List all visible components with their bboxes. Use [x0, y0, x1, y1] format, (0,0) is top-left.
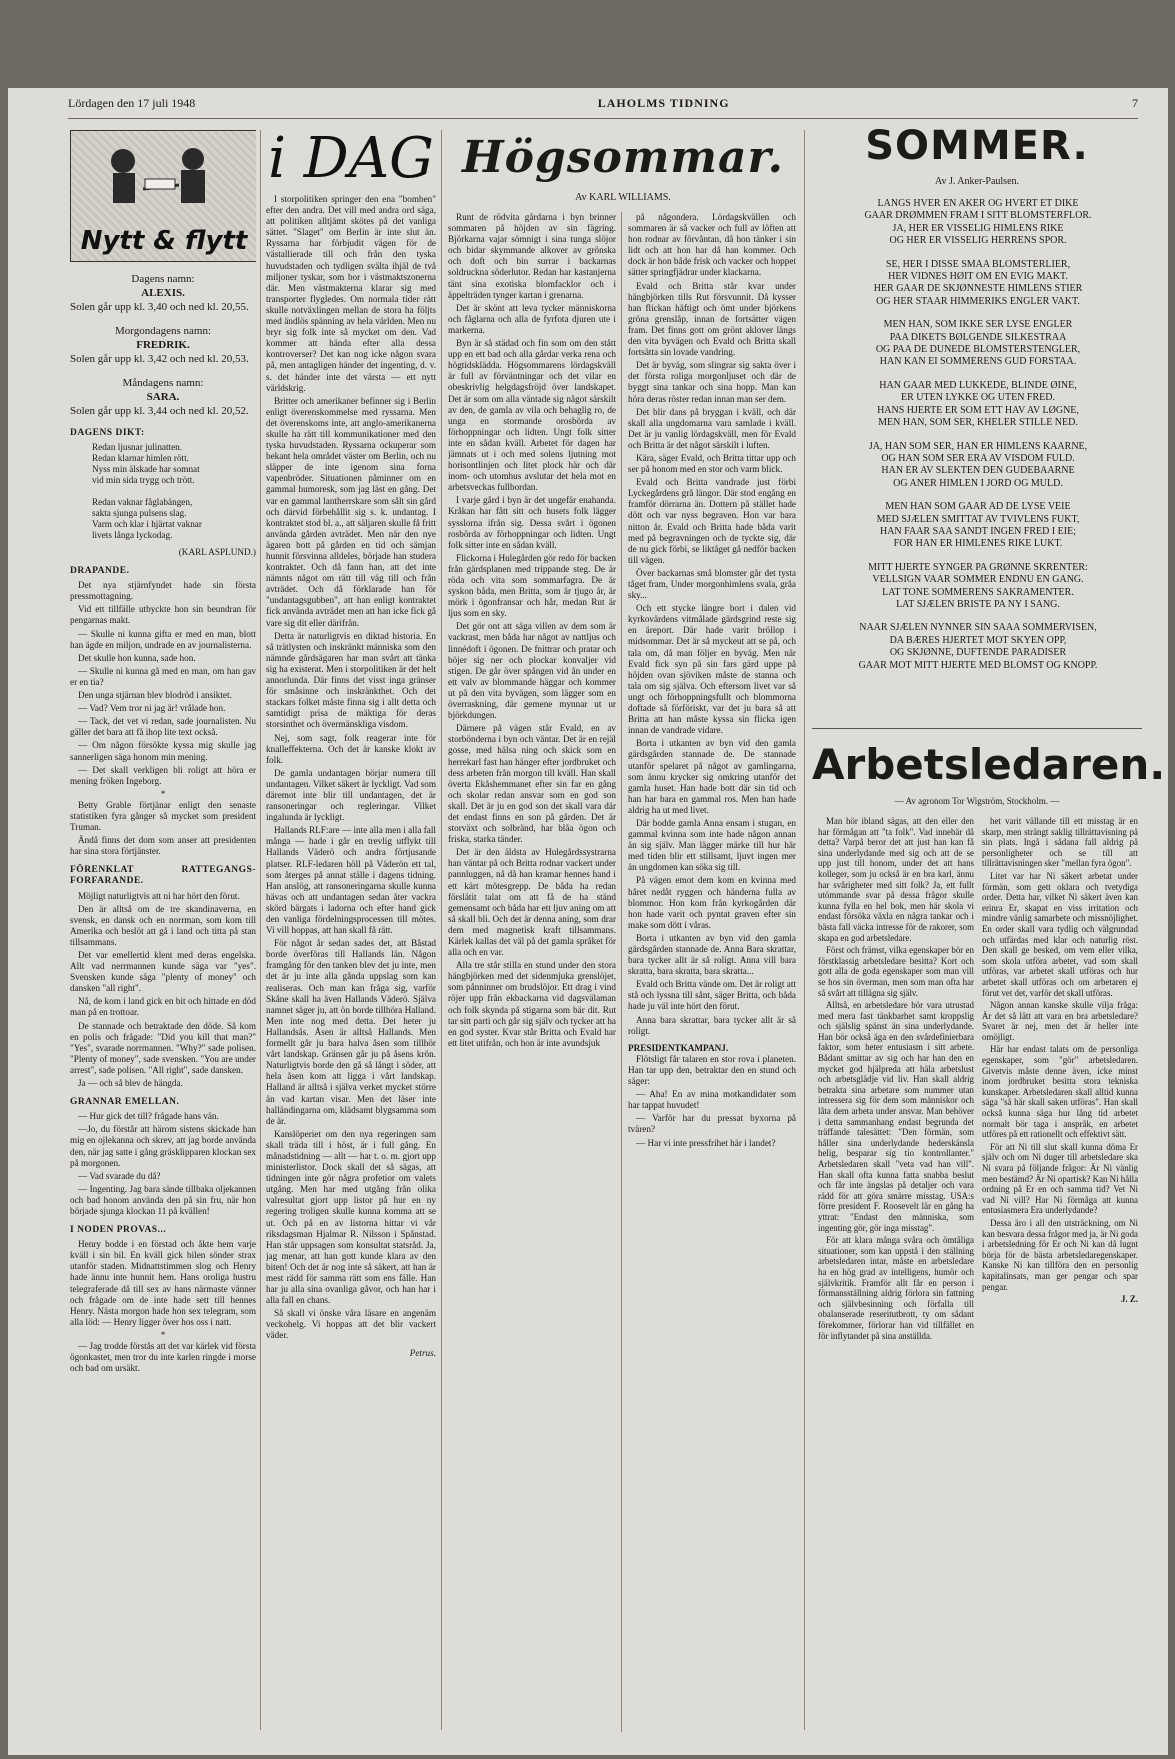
- poem-line: OG ANER HIMLEN I JORD OG MULD.: [893, 477, 1063, 489]
- poem-line: MEN HAN SOM GAAR AD DE LYSE VEIE: [885, 501, 1071, 513]
- paragraph: På vägen emot dem kom en kvinna med håret nedåt ryggen och händerna fulla av blommor. Hon kom från kyrkogården där hon hade varit och pyntat graven efter sin make som dött i våras.: [628, 875, 796, 930]
- paragraph: För att Ni till slut skall kunna döma Er själv och om Ni duger till arbetsledare ska Ni svara på följande frågor: Är Ni vänlig men bestämd? Är Ni opartisk? Kan Ni hålla ordning på Er en och samma tid? Vet Ni vad Ni vill? Har Ni förmåga att kunna entusiasmera Era underlydande?: [982, 1141, 1138, 1216]
- idag-signature: Petrus.: [409, 1347, 436, 1358]
- poem-line: HAN KAN EI SOMMERENS GUD FORSTAA.: [879, 356, 1077, 368]
- poem-line: DA BÆRES HJERTET MOT SKYEN OPP,: [889, 634, 1067, 646]
- paragraph: Nå, de kom i land gick en bit och hittade en död man på en trottoar.: [70, 996, 256, 1018]
- arbetsledaren-title: Arbetsledaren.: [812, 740, 1166, 789]
- poem-line: JA, HAN SOM SER, HAN ER HIMLENS KAARNE,: [868, 440, 1088, 452]
- poem-stanza: [818, 501, 1138, 551]
- paragraph: Där bodde gamla Anna ensam i stugan, en gammal kvinna som inte hade någon annan än sig själv. Man lägger märke till hur här med tiden blir ett stillsamt, ljuvt ingen mer än ungdomen kan söka sig till.: [628, 817, 796, 873]
- dikt-signature: (KARL ASPLUND.): [178, 547, 256, 558]
- poem-line: LAT TONE SOMMERENS SAKRAMENTER.: [882, 586, 1074, 598]
- paragraph: — Har vi inte pressfrihet här i landet?: [636, 1137, 776, 1148]
- poem-line: HER VIDNES HØIT OM EN EVIG MAKT.: [888, 271, 1068, 283]
- name-day-name: FREDRIK.: [136, 339, 190, 351]
- paragraph: Därnere på vägen står Evald, en av storbönderna i byn och väntar. Det är en rejäl gosse, med hälsa ning och skick som en herrekarl fast han hänger efter jordbruket och dess arbeten från morgon till kväll. Han skall överta Ekåshemmanet efter sin far en gång och skolar redan ansvar som en god son skall. Det är ju en god son det skall vara där det endast finns en son på gården. Det är storväxt och solbränd, har blåa ögon och friska, starka tänder.: [448, 723, 616, 845]
- name-day-label: Morgondagens namn:: [114, 325, 212, 337]
- section-separator: *: [160, 1329, 166, 1340]
- paragraph: — Ingenting. Jag bara sände tillbaka oljekannen och bad honom använda den på sin fru, när hon började sjunga klockan 11 på kvällen!: [70, 1183, 256, 1216]
- paragraph: — Vad svarade du då?: [78, 1170, 161, 1181]
- poem-line: Varm och klar i hjärtat vaknar: [92, 519, 202, 530]
- sommer-title: SOMMER.: [865, 123, 1089, 169]
- nytt-flytt-logo: [70, 130, 256, 262]
- poem-line: OG PAA DE DUNEDE BLOMSTERSTENGLER,: [875, 344, 1081, 356]
- page-header: [68, 96, 1138, 119]
- column-divider: [260, 130, 261, 1730]
- paragraph: —Jo, du förstår att härom sistens skickade han mig en ojlekanna och skrev, att jag borde använda den, när jag satte i gång gräsklipparen klockan sex på morgonen.: [70, 1124, 256, 1168]
- poem-line: MEN HAN, SOM IKKE SER LYSE ENGLER: [883, 319, 1073, 331]
- paragraph: Dessa äro i all den utsträckning, om Ni kan besvara dessa frågor med ja, är Ni goda i arbetsledning för Er och Ni kan då lugnt börja för de bästa arbetsledaregenskaper. Kanske Ni kan tillföra den en personlig kapitalinsats, man ger pengar och spar pengar.: [982, 1217, 1138, 1292]
- paragraph: Först och främst, vilka egenskaper bör en förstklassig arbetsledare besitta? Kort och gott alla de goda egenskaper som man vill se hos sin överman, men som man ofta har så svårt att tillägna sig själv.: [818, 945, 974, 998]
- poem-line: vid min sida trygg och trött.: [92, 475, 195, 486]
- name-day-name: ALEXIS.: [141, 287, 185, 299]
- paragraph: För att klara många svåra och ömtåliga situationer, som kan uppstå i den ställning arbetsledaren intar, måste en arbetsledare ha en hög grad av intelligens, humör och självkritik. Framför allt får en person i förmansställning aldrig förlora sin fattning och självbesinning och förfalla till obalanserade reseritutbrott, ty om sådant förekommer, förlorar han vid tillfället en för inflytandet på sina anställda.: [818, 1235, 974, 1341]
- paragraph: — Jag trodde förstås att det var kärlek vid första ögonkastet, men tror du inte karlen ringde i morse och bad om ursäkt.: [70, 1341, 256, 1374]
- name-day-block: [70, 324, 256, 366]
- paragraph: het varit vällande till ett misstag är en skarp, men strängt saklig tillrättavisning på sin plats. Ingå i sådana fall aldrig på personligheter och se till att tillrättavisningen sker "mellan fyra ögon".: [982, 816, 1138, 869]
- idag-text: [266, 194, 436, 1342]
- name-day-name: SARA.: [146, 391, 180, 403]
- poem-line: Redan klarnar himlen rött.: [92, 453, 189, 464]
- paragraph: Runt de rödvita gårdarna i byn brinner sommaren på höjden av sin fägring. Björkarna vajar sömnigt i sina tunga slöjor och bidar skymmande alkover av grönska och doft och bin surrar i backarnas soldruckna söderlutor. Redan har kastanjerna tänt sina exotiska blomfacklor och i äppelträden tynger kartan i grenarna.: [448, 212, 616, 300]
- poem-line: GAAR DRØMMEN FRAM I SITT BLOMSTERFLOR.: [864, 210, 1092, 222]
- hogsommar-column-2: [628, 212, 796, 1732]
- column-1-sections: [70, 566, 256, 1374]
- paragraph: Man hör ibland sägas, att den eller den har förmågan att "ta folk". Vad innebär då detta? Varpå beror det att just han kan få sina underlydande med sig och att de se upp just till honom, under det att hans kolleger, som ju också är en bra karl, ännu har svårigheter med sitt folk? Ja, ett fullt utömmande svar på dessa frågor skulle kunna fylla en hel bok, men här skola vi endast försöka växla en några tankar och i bästa fall väcka intresse för de rakorer, som skapa en god arbetsledare.: [818, 816, 974, 943]
- paragraph: Flötsligt får talaren en stor rova i planeten. Han tar upp den, betraktar den en stund och säger:: [628, 1053, 796, 1087]
- poem-line: NAAR SJÆLEN NYNNER SIN SAAA SOMMERVISEN,: [859, 622, 1097, 634]
- poem-line: OG SKJØNNE, DUFTENDE PARADISER: [889, 647, 1067, 659]
- paragraph: — Vad? Vem tror ni jag är! vrålade hon.: [78, 703, 226, 714]
- arbetsledaren-column-1: [818, 816, 974, 1736]
- poem-line: VELLSIGN VAAR SOMMER ENDNU EN GANG.: [872, 574, 1084, 586]
- paragraph: För något år sedan sades det, att Båstad borde överföras till Hallands län. Någon framgång för den tanken blev det ju inte, men det är ju inte alla gånda uppslag som kan realiseras. Och man kan fråga sig, varför Skåne skall ha även Hallands Väderö. Själva namnet säger ju, att ön borde tillhöra Halland. Men inte nog med detta. Det heter ju Hallandsås. Åsen är alltså Hallands. Men formellt går ju bara halva åsen som tillhör vårt landskap. Gränsen går ju på åsens krön. Naturligtvis borde den gå så långt i söder, att hela åsen kom att ligga i vårt landskap. Halland är alltså i själva verket mycket större än vad kartan visar. Men det läser inte halländingarna om, klädsamt blygsamma som de är.: [266, 938, 436, 1126]
- idag-title: i DAG: [268, 130, 434, 191]
- poem-line: HAN ER AV SLEKTEN DEN GUDEBAARNE: [881, 465, 1075, 477]
- poem-line: HANS HJERTE ER SOM ETT HAV AV LØGNE,: [877, 404, 1079, 416]
- poem-line: HAN GAAR MED LUKKEDE, BLINDE ØINE,: [879, 379, 1077, 391]
- paragraph: Britter och amerikaner befinner sig i Berlin enligt överenskommelse med ryssarna. Men det överenskoms inte, att anglo-amerikanerna skulle ha rätt till kommunikationer med den tyska huvudstaden. Ryssarna ockuperar som bekant hela området väster om Berlin, och nu släpper de inte igenom sina forna vapenbröder. Situationen påminner om en gammal humoresk, som jag läst en gång. Det var en gammal lantherrskare som sålt sin gård och därvid förbehållit sig s. k. undantag. I kontraktet stod bl. a., att säljaren skulle få fritt använda gården avträdet. Men när den nye ägaren bott på gården en tid och sämjan hunnit försvinna alldeles, började han studera kontraktet. Och då fann han, att det inte nämnts något om rätt till väg till och från avträdet. Och då förklarade han för "undantagsgubben", att han enligt kontraktet fick använda avträdet men att han icke fick gå vare sig dit eller därifrån.: [266, 395, 436, 628]
- poem-line: ER UTEN LYKKE OG UTEN FRED.: [901, 392, 1055, 404]
- paragraph: — Skulle ni kunna gå med en man, om han gav er en tia?: [70, 665, 256, 687]
- poem-line: [92, 486, 256, 497]
- paragraph: Det nya stjärnfyndet hade sin första pressmottagning.: [70, 580, 256, 602]
- sunrise-sunset: Solen går upp kl. 3,44 och ned kl. 20,52.: [70, 405, 249, 417]
- section-separator: *: [160, 788, 166, 799]
- paragraph: Det gör ont att säga villen av dem som är vackrast, men båda har något av nattljus och linnédoft i ögonen. De fnittrar och pratar och böjer sig ner och plockar konvaljer vid stigen. De går över spången vid ån under en ett valv av blommande häggar och kommer ut på den vita byvägen, som lägger som en överraskning, där gemene mynnar ut ur björkdungen.: [448, 621, 616, 721]
- poem-line: JA, HER ER VISSELIG HIMLENS RIKE: [892, 222, 1064, 234]
- paragraph: — Om någon försökte kyssa mig skulle jag sannerligen säga honom min mening.: [70, 740, 256, 762]
- hogsommar-title: Högsommar.: [462, 132, 784, 183]
- paragraph: — Skulle ni kunna gifta er med en man, blott han ägde en miljon, undrade en av journalisterna.: [70, 628, 256, 650]
- name-day-block: [70, 272, 256, 314]
- paragraph: Det var emellertid klent med deras engelska. Allt vad nerrmannen kunde säga var "yes". Svensken kunde säga "plenty of money" och dansken "all right".: [70, 950, 256, 994]
- paragraph: Det är den äldsta av Hulegårdssystrarna han väntar på och Britta rodnar vackert under pannluggen, nå då han kramar hennes hand i ett kärt mötesgrepp. De båda ha redan förslätit talat om att få de ha ständ gemensamt och båda har ett ljuv aning om att så skall bli. Och det är denna aning, som drar dem med magnetisk kraft tillsammans. Kärlek kallas det väl på det gamla språket för alla och en var.: [448, 847, 616, 958]
- paragraph: Ja — och så blev de hängda.: [78, 1078, 183, 1089]
- poem-line: SE, HER I DISSE SMAA BLOMSTERLIER,: [885, 258, 1071, 270]
- paragraph: Evald och Britta vandrade just förbi Lyckegårdens grå längor. Där stod engång en framför dörrarna än. Dottern på stället hade dött och var nyss begraven. Hon var bara nitton år. Evald och Britta hade båda varit med på begravningen och de tyckte sig, där de nu gick förbi, se liktåget gå nedför backen till vägen.: [628, 477, 796, 565]
- logo-illustration-icon: [83, 139, 243, 209]
- paragraph: Detta är naturligtvis en diktad historia. En så trätlysten och inskränkt människa som den nämnde gårdsägaren har man svårt att tänka sig ha existerat. Men i storpolitiken är det helt annorlunda. Där finns det visst inga gränser för småsinne och inskränkthet. Och det stackars folket måste finna sig i allt detta och samtidigt prisa de mäktiga för deras storsinthet och övermänskliga visdom.: [266, 630, 436, 730]
- paragraph: Nej, som sagt, folk reagerar inte för knalleffekterna. Och det är kanske klokt av folk.: [266, 732, 436, 765]
- presidentkampanj-text: [628, 1054, 796, 1149]
- paragraph: Anna bara skrattar, bara tycker allt är så roligt.: [628, 1014, 796, 1036]
- paragraph: Hallands RLF:are — inte alla men i alla fall många — hade i går en trevlig utflykt till Hallands Väderö och andra förtjusande platser. RLF-ledaren höll på Väderön ett tal, som återges på annat ställe i dagens tidning. Han anslög, att ransoneringarna skulle kunna hävas och att undantagen sedan åter vackra skörd bärgats i ladorna och efter hand gick den vanliga fördelningsprocessen till mötes. Vi vill hoppas, att han skall få rätt.: [266, 825, 436, 936]
- poem-line: MEN HAN, SOM SER, KHELER STILLE NED.: [878, 417, 1078, 429]
- poem-line: FOR HAN ER HIMLENES RIKE LUKT.: [893, 538, 1063, 550]
- arbetsledaren-signature: J. Z.: [1120, 1294, 1138, 1305]
- header-paper-name: LAHOLMS TIDNING: [597, 96, 730, 110]
- newspaper-page: [8, 88, 1168, 1755]
- paragraph: Betty Grable förtjänar enligt den senaste statistiken fyra gånger så mycket som president Truman.: [70, 799, 256, 833]
- paragraph: Så skall vi önske våra läsare en angenäm veckohelg. Vi hoppas att det blir vackert väder.: [266, 1308, 436, 1341]
- poem-stanza: [818, 198, 1138, 248]
- poem-stanza: [818, 259, 1138, 309]
- arbetsledaren-column-2: [982, 816, 1138, 1736]
- poem-line: OG HAN SOM SER ERA AV VISDOM FULD.: [881, 452, 1075, 464]
- poem-line: livets långa lyckodag.: [92, 530, 173, 541]
- poem-line: OG HER STAAR HIMMERIKS ENGLER VAKT.: [876, 295, 1080, 307]
- paragraph: Litet var har Ni säkert arbetat under förmän, som gett oklara och tvetydiga order. Detta har, vilket Ni säkert även kan erinra Er, skapat en viss irritation och mindre vänlig samarbete och missnöjlighet. En order skall vara tydlig och välgrundad och utfärdas med klar och naturlig röst. Den skall ge besked, om vem eller vilka, som skola utföra arbetet, vad som skall utföras, var arbetet skall utföras och hur arbetet skall utföras och om arbetaren ej förut vet det, varför det skall utföras.: [982, 870, 1138, 998]
- paragraph: — Tack, det vet vi redan, sade journalisten. Nu gäller det bara att få ihop lite text också.: [70, 716, 256, 738]
- paragraph: Borta i utkanten av byn vid den gamla gärdsgården stannade de. De stannade utanför spelaret på något av gamlingarna, som ännu krycker sig omkring utanför det gamla huset. Han hade bott där sin tid och han har bara en gammal ros. Men han hade aldrig ha ut med livet.: [628, 738, 796, 815]
- paragraph: — Aha! En av mina motkandidater som har tappat huvudet!: [628, 1089, 796, 1111]
- hogsommar-column-1: [448, 212, 616, 1732]
- section-heading: DRAPANDE.: [70, 566, 130, 577]
- logo-label: Nytt & flytt: [80, 225, 248, 256]
- poem-line: GAAR MOT MITT HJERTE MED BLOMST OG KNOPP.: [858, 659, 1098, 671]
- poem-line: Redan vaknar fåglabängen,: [92, 497, 193, 508]
- arbetsledaren-byline: — Av agronom Tor Wigström, Stockholm. —: [894, 796, 1060, 806]
- paragraph: Kanslöperiet om den nya regeringen sam skall träda till i höst, är i full gång. En månadstidning — allt — har t. o. m. gjort upp ministerlistor. Dock skall det så sägas, att tidningen inte gör några profetior om valets utgång. Men har med utgång från olika valresultat gjort upp listor på hur en ny regering troligen skulle kunna komma att se ut. Och på en av listorna hittar vi vår riksdagsman Hjalmar R. Nilsson i Spånstad. Han står uppsagen som konsultat statsråd. Ja, jag menar, att han gott kunde klara av den biten! Och det är nog inte så säkert, att han är mest rädd för samma rätt som ens fälle. Han har ju alla sina ovanliga gåvor, och han har i alla fall en chans.: [266, 1128, 436, 1306]
- paragraph: Det är skönt att leva tycker människorna och fåglarna och alla de fyrfota djuren ute i markerna.: [448, 302, 616, 335]
- name-day-label: Dagens namn:: [131, 273, 195, 285]
- paragraph: I storpolitiken springer den ena "bomben" efter den andra. Det vill med andra ord säga, att politiken alltjämt skötes på det vanliga sättet. "Slaget" om Berlin är inte slut än. Ryssarna har förbjudit vägen för de västallierade till och från den tyska huvudstaden och tydligen svälta ihjäl de två miljoner tyskar, som bor i västmaktszonerna där. Men västmakterna klarar sig med transporter flygledes. Om normala tider rätt skulle notväxlingen mellan de stora ha följts med ändlös spänning av hela världen. Men nu bryr sig folk inte så mycket om den. Vad kommer att hända efter alla dessa kontroverser? Det kan nog icke någon svara på, men antagligen händer det ingenting, d. v. s. det händer inte det värsta — ett nytt världskrig.: [266, 194, 436, 393]
- paragraph: Alltså, en arbetsledare bör vara utrustad med mera fast tänkbarhet samt kroppslig och själslig spänst än sina underlydande. Han bör också äga en den svårdefinierbara faktor, som heter entusiasm i sitt arbete. Bådant smittar av sig och har han den en mycket god hjälpreda att häla arbetslust och arbetsglädje vid liv. Han skall aldrig betrakta sina arbetare som nummer utan intressera sig för dem som människor och låta dem arbeta under ansvar. Man behöver i detta sammanhang endast begrunda det träffande talesättet: "Den förmän, som håller sina underlydande hederskänsla helig, besparar sig tio kontrollanter." Arbetsledaren skall "veta vad han vill". Han skall ofta kunna fatta snabba beslut och får inte ängslas på detaljer och vara rädd för att göra smärre misstag. USA:s förre president F. Roosevelt lär en gång ha yttrat: "Endast den människa, som ingenting gör, gör inga misstag".: [818, 1000, 974, 1233]
- paragraph: Det blir dans på bryggan i kväll, och där skall alla ungdomarna vara samlade i kväll. Det är ju vanlig lördagskväll, men för Evald och Britta är det något särskilt i luften.: [628, 406, 796, 450]
- poem-line: MED SJÆLEN SMITTAT AV TVIVLENS FUKT,: [876, 513, 1080, 525]
- paragraph: Den är alltså om de tre skandinaverna, en svensk, en dansk och en norrman, som kom till Amerika och beslöt att gå i land och titta på stan tillsammans.: [70, 903, 256, 947]
- dagens-dikt-heading: DAGENS DIKT:: [70, 428, 145, 438]
- section-divider: [812, 728, 1142, 729]
- paragraph: Vid ett tillfälle utbyckte hon sin beundran för pengarnas makt.: [70, 604, 256, 626]
- column-idag: [266, 130, 436, 1630]
- poem-line: Nyss min älskade har somnat: [92, 464, 200, 475]
- column-divider: [804, 130, 805, 1730]
- poem-line: LANGS HVER EN AKER OG HVERT ET DIKE: [877, 198, 1079, 209]
- name-day-list: [70, 272, 256, 418]
- hogsommar-byline: Av KARL WILLIAMS.: [575, 192, 671, 203]
- section-heading: GRANNAR EMELLAN.: [70, 1097, 180, 1108]
- paragraph: Evald och Britta står kvar under hängbjörken tills Rut försvunnit. Då kysser han flickan häftigt och ömt under björkens gröna grenslåp, innan de fortsätter vägen fram. Det finns gott om grönt aklover längs den vita byvägen och Evald och Britta skall fortsätta sin lovade vandring.: [628, 280, 796, 358]
- sommer-poem: [818, 198, 1138, 683]
- paragraph: Någon annan kanske skulle vilja fråga: Är det så lätt att vara en bra arbetsledare? Svaret är nej, men det är heller inte omöjligt.: [982, 1000, 1138, 1042]
- poem-line: Redan ljusnar julinatten.: [92, 442, 183, 453]
- column-divider: [441, 130, 442, 1730]
- poem-stanza: [818, 319, 1138, 369]
- paragraph: I varje gård i byn är det ungefär enahanda. Kråkan har fått sitt och husets folk lägger sysslorna ifrån sig. Dessa svårt i ögonen rosbörda av förhoppningar och lidten. Ungt folk sitter inte en sådan kväll.: [448, 495, 616, 550]
- paragraph: Henry bodde i en förstad och åkte hem varje kväll i sin bil. En kväll gick bilen sönder strax utanför staden. Midnattstimmen slog och Henry hade ännu inte hunnit hem. Hans oroliga hustru telegraferade då till sex av hans närmaste vänner och frågade om de inte hade sett till hennes Henry. Nästa morgon hade hon sex telegram, som alla löd: — Henry ligger över hos oss i natt.: [70, 1239, 256, 1327]
- poem-line: sakta sjunga pulsens slag.: [92, 508, 187, 519]
- header-page-number: 7: [1132, 96, 1138, 110]
- paragraph: på någondera. Lördagskvällen och sommaren är så vacker och full av löften att hon rodnar av förvåntan, då hon tänker i sin lidt och att hon har då han kommer. Och dock är hon både frisk och vacker och hoppet sätter springfjädrar under klackarna.: [628, 212, 796, 278]
- paragraph: Det skulle hon kunna, sade hon.: [78, 652, 196, 663]
- column-divider: [621, 212, 622, 1732]
- sunrise-sunset: Solen går upp kl. 3,40 och ned kl. 20,55.: [70, 301, 249, 313]
- column-nytt-flytt: [70, 130, 256, 1630]
- dagens-dikt-poem: [92, 442, 256, 541]
- sommer-byline: Av J. Anker-Paulsen.: [934, 176, 1020, 187]
- paragraph: Kära, säger Evald, och Britta tittar upp och ser på honom med en stor och varm blick.: [628, 452, 796, 475]
- paragraph: Flickorna i Hulegården gör redo för backen från gärdsplanen med trippande steg. De är röda och vita som sommarfagra. De är syskon båda, men Britta, som är tjugo år, är mörk i ögonfransar och hår, medan Rut är ljus som en sky.: [448, 552, 616, 619]
- paragraph: Den unga stjärnan blev blodröd i ansiktet.: [78, 690, 232, 701]
- poem-stanza: [818, 441, 1138, 491]
- paragraph: Ändå finns det dom som anser att presidenten har sina stora förtjänster.: [70, 835, 256, 857]
- paragraph: Byn är så städad och fin som om den stått upp en ett bad och alla gårdar verka rena och högtidsklädda. Högsommarens lördagskväll är full av förväntningar och det vilar en obeskrivlig helgdagsfröjd över landskapet. Det är som om alla väntade sig något särskilt av den, de gamla av vila och behaglig ro, de unga en stormande orosbörda av förhoppningar och lidten. Ungt folk sitter inte en sådan kväll. Arbetet för dagen har jämnats ut i och med solens ljutning mot horisontlinjen och litet plock här och där inom- och utomhus avslutar det hela mot en arbetsveckas fullbordan.: [448, 338, 616, 493]
- sunrise-sunset: Solen går upp kl. 3,42 och ned kl. 20,53.: [70, 353, 249, 365]
- name-day-label: Måndagens namn:: [122, 377, 204, 389]
- presidentkampanj-heading: PRESIDENTKAMPANJ.: [628, 1042, 729, 1053]
- paragraph: — Hur gick det till? frågade hans vän.: [78, 1111, 219, 1122]
- poem-line: OG HER ER VISSELIG HERRENS SPOR.: [889, 235, 1067, 247]
- paragraph: Det är byväg, som slingrar sig sakta över i det första roliga morgonljuset och där de byggt sina tankar och sina hopp. Man kan höra deras röster redan innan man ser dem.: [628, 360, 796, 404]
- section-heading: FÖRENKLAT RATTEGANGS-FORFARANDE.: [70, 865, 256, 887]
- header-date: Lördagen den 17 juli 1948: [68, 96, 196, 110]
- poem-line: MITT HJERTE SYNGER PA GRØNNE SKRENTER:: [868, 561, 1088, 573]
- poem-line: HER GAAR DE SKJØNNESTE HIMLENS STIER: [873, 283, 1083, 295]
- poem-stanza: [818, 562, 1138, 612]
- paragraph: Över backarnas små blomster går det tysta tåget fram, Under morgonhimlens svala, gråa sky...: [628, 567, 796, 601]
- paragraph: Och ett stycke längre bort i dalen vid kyrkovärdens vitmålade gärdsgrind reste sig en äreport. Där hade varit bröllop i midsommar. Det är så myckeut att se på, och tala om, då man följer en byväg. Men när Evald fick syn på sin fars gärd uppe på höjden ovan sjöviken måste de stanna och tala om sig själva. Och eftersom livet var så ungt och förhoppningsfullt och blommorna doftade så förföriskt, var det ju bara så att Britta att han måste kyssa sin flicka igen innan de vandrade vidare.: [628, 603, 796, 736]
- poem-stanza: [818, 622, 1138, 672]
- poem-line: PAA DIKETS BØLGENDE SILKESTRAA: [889, 331, 1067, 343]
- paragraph: Möjligt naturligtvis att ni har hört den förut.: [78, 890, 240, 901]
- paragraph: — Det skall verkligen bli roligt att höra er mening fröken Ingeborg.: [70, 764, 256, 786]
- paragraph: Alla tre står stilla en stund under den stora hängbjörken med det sidenmjuka grenslöjet, som pånninner om brudslöjor. Ett drag i vind röjer upp från ekbackarna vid dagsvälaman och folk skynda på stigarna som bär dit. Rut tar sitt parti och går sig själv och tycker att ha en god syster. Kvar står Britta och Evald har ett litet utifrån, och hon är inte avundsjuk: [448, 960, 616, 1048]
- paragraph: Borta i utkanten av byn vid den gamla gärdsgården stannade de. Anna Bara skrattar, bara tycker allt är så roligt. Anna vill bara skratta, bara skratta, bara skratta...: [628, 932, 796, 977]
- paragraph: De stannade och betraktade den döde. Så kom en polis och frågade: "Did you kill that man?" "Yes", svarade norrmannen. "Why?" sade polisen. "Plenty of money", sade svensken. "You are under arrest", sade polisen. "All right", sade dansken.: [70, 1020, 256, 1075]
- paragraph: — Varför har du pressat byxorna på tvären?: [628, 1113, 796, 1135]
- poem-line: LAT SJÆLEN BRISTE PA NY I SANG.: [896, 598, 1060, 610]
- name-day-block: [70, 376, 256, 418]
- paragraph: De gamla undantagen börjar numera till undantagen. Vilket säkert är lyckligt. Vad som däremot inte blir till undantagen, det är ransoneringar och regleringar. Vilket ingalunda är lyckligt.: [266, 767, 436, 823]
- section-heading: I NODEN PROVAS...: [70, 1225, 167, 1236]
- paragraph: Här har endast talats om de personliga egenskaper, som "gör" arbetsledaren. Givetvis måste denne även, icke minst inom jordbruket besitta stora tekniska kunskaper. Arbetsledaren skall alltid kunna säga "så här skall saken utföras". Han skall också kunna säga hur lång tid arbetet normalt bör taga i anspråk, en arbetet utföres på ett rationellt och effektivt sätt.: [982, 1044, 1138, 1140]
- poem-stanza: [818, 380, 1138, 430]
- paragraph: Evald och Britta vände om. Det är roligt att stå och lyssna till sånt, säger Britta, och båda hade ju väl inte hört den förut.: [628, 979, 796, 1012]
- poem-line: HAN FAAR SAA SANDT INGEN FRED I EIE;: [879, 525, 1077, 537]
